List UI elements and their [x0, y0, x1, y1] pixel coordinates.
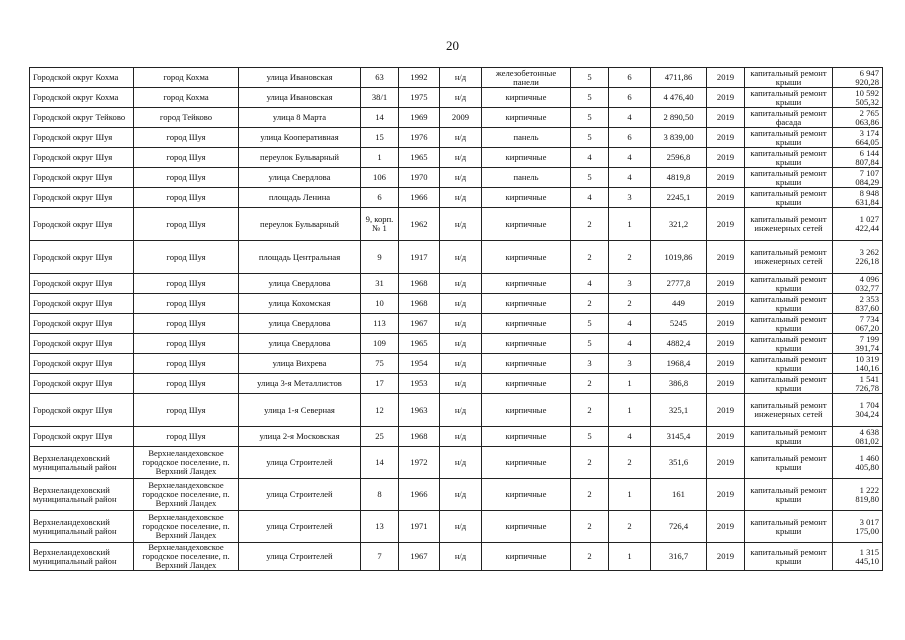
cell-district: Городской округ Шуя: [30, 148, 134, 168]
cell-district: Городской округ Кохма: [30, 88, 134, 108]
cell-cost: 4 638 081,02: [833, 427, 883, 447]
cell-district: Верхнеландеховский муниципальный район: [30, 479, 134, 511]
cell-entrances: 3: [609, 188, 651, 208]
cell-year-built: 1965: [399, 334, 440, 354]
cell-locality: город Шуя: [134, 148, 239, 168]
cell-area: 3 839,00: [651, 128, 707, 148]
cell-year-overhaul: н/д: [440, 334, 482, 354]
table-row: [30, 394, 883, 427]
cell-year-built: 1954: [399, 354, 440, 374]
cell-wall-material: кирпичные: [482, 314, 571, 334]
cell-street: улица Свердлова: [239, 314, 361, 334]
cell-floors: 2: [571, 294, 609, 314]
cell-work-type: капитальный ремонт крыши: [745, 354, 833, 374]
cell-floors: 5: [571, 334, 609, 354]
cell-wall-material: кирпичные: [482, 354, 571, 374]
cell-plan-year: 2019: [707, 88, 745, 108]
cell-cost: 4 096 032,77: [833, 274, 883, 294]
cell-wall-material: железобетонные панели: [482, 68, 571, 88]
cell-entrances: 3: [609, 354, 651, 374]
cell-area: 4819,8: [651, 168, 707, 188]
cell-work-type: капитальный ремонт фасада: [745, 108, 833, 128]
cell-cost: 1 027 422,44: [833, 208, 883, 241]
cell-entrances: 4: [609, 314, 651, 334]
cell-wall-material: кирпичные: [482, 88, 571, 108]
cell-entrances: 6: [609, 88, 651, 108]
cell-locality: город Шуя: [134, 334, 239, 354]
table-row: [30, 128, 883, 148]
cell-year-overhaul: н/д: [440, 241, 482, 274]
cell-street: улица Строителей: [239, 447, 361, 479]
cell-house-number: 14: [361, 447, 399, 479]
cell-wall-material: кирпичные: [482, 294, 571, 314]
cell-year-overhaul: н/д: [440, 68, 482, 88]
cell-cost: 1 315 445,10: [833, 543, 883, 571]
table-row: [30, 374, 883, 394]
table-row: [30, 479, 883, 511]
cell-district: Городской округ Кохма: [30, 68, 134, 88]
cell-year-built: 1968: [399, 274, 440, 294]
cell-year-built: 1968: [399, 427, 440, 447]
cell-year-built: 1953: [399, 374, 440, 394]
cell-wall-material: кирпичные: [482, 479, 571, 511]
cell-entrances: 1: [609, 208, 651, 241]
cell-work-type: капитальный ремонт крыши: [745, 479, 833, 511]
cell-year-overhaul: н/д: [440, 543, 482, 571]
cell-locality: город Шуя: [134, 274, 239, 294]
cell-entrances: 4: [609, 427, 651, 447]
cell-year-overhaul: н/д: [440, 511, 482, 543]
cell-year-built: 1969: [399, 108, 440, 128]
cell-entrances: 2: [609, 447, 651, 479]
cell-house-number: 75: [361, 354, 399, 374]
cell-floors: 5: [571, 314, 609, 334]
cell-work-type: капитальный ремонт крыши: [745, 374, 833, 394]
cell-locality: город Шуя: [134, 208, 239, 241]
cell-year-built: 1967: [399, 543, 440, 571]
cell-year-built: 1917: [399, 241, 440, 274]
cell-street: улица Ивановская: [239, 68, 361, 88]
cell-year-overhaul: н/д: [440, 354, 482, 374]
cell-area: 449: [651, 294, 707, 314]
cell-house-number: 113: [361, 314, 399, 334]
cell-plan-year: 2019: [707, 148, 745, 168]
cell-work-type: капитальный ремонт крыши: [745, 128, 833, 148]
cell-work-type: капитальный ремонт крыши: [745, 148, 833, 168]
cell-year-built: 1968: [399, 294, 440, 314]
cell-entrances: 1: [609, 374, 651, 394]
cell-wall-material: кирпичные: [482, 543, 571, 571]
cell-year-overhaul: н/д: [440, 168, 482, 188]
cell-work-type: капитальный ремонт крыши: [745, 168, 833, 188]
cell-area: 5245: [651, 314, 707, 334]
cell-house-number: 8: [361, 479, 399, 511]
cell-plan-year: 2019: [707, 168, 745, 188]
cell-wall-material: кирпичные: [482, 274, 571, 294]
cell-area: 4882,4: [651, 334, 707, 354]
cell-year-built: 1966: [399, 479, 440, 511]
table-row: [30, 511, 883, 543]
cell-area: 325,1: [651, 394, 707, 427]
cell-house-number: 9: [361, 241, 399, 274]
table-row: [30, 447, 883, 479]
cell-plan-year: 2019: [707, 188, 745, 208]
table-row: [30, 188, 883, 208]
table-row: [30, 148, 883, 168]
cell-district: Городской округ Шуя: [30, 188, 134, 208]
cell-plan-year: 2019: [707, 108, 745, 128]
cell-district: Городской округ Шуя: [30, 334, 134, 354]
page-number: 20: [446, 38, 459, 53]
cell-plan-year: 2019: [707, 354, 745, 374]
cell-year-overhaul: н/д: [440, 479, 482, 511]
cell-district: Верхнеландеховский муниципальный район: [30, 543, 134, 571]
table-row: [30, 108, 883, 128]
cell-entrances: 4: [609, 168, 651, 188]
cell-street: улица 2-я Московская: [239, 427, 361, 447]
cell-wall-material: панель: [482, 168, 571, 188]
cell-area: 2777,8: [651, 274, 707, 294]
cell-entrances: 1: [609, 394, 651, 427]
cell-district: Городской округ Шуя: [30, 354, 134, 374]
cell-cost: 10 319 140,16: [833, 354, 883, 374]
cell-floors: 2: [571, 241, 609, 274]
table-row: [30, 314, 883, 334]
table-row: [30, 208, 883, 241]
cell-year-overhaul: н/д: [440, 188, 482, 208]
cell-area: 3145,4: [651, 427, 707, 447]
cell-street: площадь Центральная: [239, 241, 361, 274]
cell-street: переулок Бульварный: [239, 148, 361, 168]
cell-entrances: 1: [609, 543, 651, 571]
cell-street: улица 8 Марта: [239, 108, 361, 128]
cell-entrances: 6: [609, 68, 651, 88]
cell-plan-year: 2019: [707, 294, 745, 314]
cell-floors: 2: [571, 479, 609, 511]
cell-year-overhaul: н/д: [440, 427, 482, 447]
cell-area: 4 476,40: [651, 88, 707, 108]
cell-locality: город Шуя: [134, 168, 239, 188]
cell-plan-year: 2019: [707, 334, 745, 354]
cell-year-built: 1963: [399, 394, 440, 427]
cell-floors: 2: [571, 511, 609, 543]
cell-wall-material: кирпичные: [482, 208, 571, 241]
cell-locality: Верхнеландеховское городское поселение, п. Верхний Ландех: [134, 447, 239, 479]
table-row: [30, 334, 883, 354]
cell-house-number: 14: [361, 108, 399, 128]
cell-plan-year: 2019: [707, 543, 745, 571]
cell-floors: 5: [571, 108, 609, 128]
cell-year-built: 1992: [399, 68, 440, 88]
cell-wall-material: кирпичные: [482, 241, 571, 274]
cell-area: 1968,4: [651, 354, 707, 374]
cell-cost: 7 107 084,29: [833, 168, 883, 188]
table-row: [30, 274, 883, 294]
cell-locality: город Шуя: [134, 128, 239, 148]
cell-cost: 8 948 631,84: [833, 188, 883, 208]
cell-wall-material: кирпичные: [482, 374, 571, 394]
cell-locality: город Шуя: [134, 241, 239, 274]
cell-cost: 6 947 920,28: [833, 68, 883, 88]
cell-house-number: 15: [361, 128, 399, 148]
cell-floors: 2: [571, 394, 609, 427]
cell-locality: город Шуя: [134, 354, 239, 374]
cell-house-number: 7: [361, 543, 399, 571]
cell-district: Городской округ Шуя: [30, 241, 134, 274]
cell-house-number: 109: [361, 334, 399, 354]
cell-plan-year: 2019: [707, 394, 745, 427]
cell-cost: 3 017 175,00: [833, 511, 883, 543]
cell-street: переулок Бульварный: [239, 208, 361, 241]
cell-year-built: 1962: [399, 208, 440, 241]
table-row: [30, 294, 883, 314]
cell-entrances: 4: [609, 108, 651, 128]
cell-work-type: капитальный ремонт крыши: [745, 274, 833, 294]
cell-floors: 4: [571, 274, 609, 294]
cell-entrances: 2: [609, 511, 651, 543]
cell-district: Городской округ Шуя: [30, 274, 134, 294]
cell-house-number: 63: [361, 68, 399, 88]
cell-area: 4711,86: [651, 68, 707, 88]
cell-floors: 2: [571, 447, 609, 479]
cell-floors: 3: [571, 354, 609, 374]
cell-wall-material: кирпичные: [482, 394, 571, 427]
cell-floors: 5: [571, 88, 609, 108]
table-row: [30, 543, 883, 571]
cell-floors: 5: [571, 168, 609, 188]
cell-year-built: 1967: [399, 314, 440, 334]
cell-cost: 1 460 405,80: [833, 447, 883, 479]
cell-district: Городской округ Шуя: [30, 128, 134, 148]
cell-work-type: капитальный ремонт крыши: [745, 511, 833, 543]
cell-year-overhaul: н/д: [440, 128, 482, 148]
cell-locality: город Шуя: [134, 188, 239, 208]
cell-wall-material: кирпичные: [482, 447, 571, 479]
cell-house-number: 1: [361, 148, 399, 168]
cell-street: улица Свердлова: [239, 274, 361, 294]
cell-locality: город Тейково: [134, 108, 239, 128]
cell-street: улица Ивановская: [239, 88, 361, 108]
cell-area: 351,6: [651, 447, 707, 479]
cell-floors: 2: [571, 374, 609, 394]
cell-work-type: капитальный ремонт крыши: [745, 314, 833, 334]
cell-district: Городской округ Шуя: [30, 314, 134, 334]
cell-street: улица 1-я Северная: [239, 394, 361, 427]
cell-cost: 7 199 391,74: [833, 334, 883, 354]
cell-entrances: 3: [609, 274, 651, 294]
cell-plan-year: 2019: [707, 511, 745, 543]
cell-work-type: капитальный ремонт инженерных сетей: [745, 241, 833, 274]
cell-locality: Верхнеландеховское городское поселение, п. Верхний Ландех: [134, 479, 239, 511]
cell-year-built: 1975: [399, 88, 440, 108]
cell-locality: город Шуя: [134, 374, 239, 394]
cell-year-overhaul: н/д: [440, 88, 482, 108]
cell-house-number: 106: [361, 168, 399, 188]
cell-cost: 10 592 505,32: [833, 88, 883, 108]
cell-year-built: 1976: [399, 128, 440, 148]
cell-work-type: капитальный ремонт крыши: [745, 88, 833, 108]
cell-district: Верхнеландеховский муниципальный район: [30, 511, 134, 543]
cell-street: улица Кооперативная: [239, 128, 361, 148]
cell-cost: 1 704 304,24: [833, 394, 883, 427]
cell-year-overhaul: н/д: [440, 314, 482, 334]
cell-work-type: капитальный ремонт крыши: [745, 68, 833, 88]
cell-street: улица Вихрева: [239, 354, 361, 374]
cell-work-type: капитальный ремонт инженерных сетей: [745, 394, 833, 427]
cell-cost: 1 222 819,80: [833, 479, 883, 511]
cell-area: 2 890,50: [651, 108, 707, 128]
cell-plan-year: 2019: [707, 274, 745, 294]
cell-plan-year: 2019: [707, 68, 745, 88]
cell-year-overhaul: н/д: [440, 208, 482, 241]
cell-street: улица 3-я Металлистов: [239, 374, 361, 394]
cell-floors: 4: [571, 188, 609, 208]
cell-district: Городской округ Шуя: [30, 394, 134, 427]
cell-street: улица Строителей: [239, 479, 361, 511]
cell-cost: 1 541 726,78: [833, 374, 883, 394]
table-row: [30, 88, 883, 108]
cell-locality: Верхнеландеховское городское поселение, п. Верхний Ландех: [134, 511, 239, 543]
cell-area: 726,4: [651, 511, 707, 543]
cell-plan-year: 2019: [707, 314, 745, 334]
cell-locality: город Шуя: [134, 394, 239, 427]
cell-wall-material: кирпичные: [482, 427, 571, 447]
cell-work-type: капитальный ремонт крыши: [745, 543, 833, 571]
cell-house-number: 31: [361, 274, 399, 294]
cell-street: улица Свердлова: [239, 334, 361, 354]
cell-entrances: 6: [609, 128, 651, 148]
cell-floors: 2: [571, 208, 609, 241]
cell-cost: 2 353 837,60: [833, 294, 883, 314]
cell-year-overhaul: н/д: [440, 148, 482, 168]
cell-entrances: 4: [609, 148, 651, 168]
cell-district: Городской округ Шуя: [30, 374, 134, 394]
cell-floors: 2: [571, 543, 609, 571]
cell-year-overhaul: н/д: [440, 294, 482, 314]
housing-registry-table: [29, 67, 883, 571]
cell-year-overhaul: н/д: [440, 447, 482, 479]
cell-entrances: 4: [609, 334, 651, 354]
cell-district: Городской округ Тейково: [30, 108, 134, 128]
cell-floors: 5: [571, 128, 609, 148]
cell-area: 2596,8: [651, 148, 707, 168]
cell-floors: 4: [571, 148, 609, 168]
cell-year-overhaul: н/д: [440, 394, 482, 427]
cell-locality: город Шуя: [134, 294, 239, 314]
cell-house-number: 12: [361, 394, 399, 427]
cell-floors: 5: [571, 68, 609, 88]
cell-plan-year: 2019: [707, 479, 745, 511]
cell-locality: город Шуя: [134, 427, 239, 447]
cell-year-built: 1972: [399, 447, 440, 479]
cell-street: улица Строителей: [239, 511, 361, 543]
cell-street: улица Кохомская: [239, 294, 361, 314]
cell-street: площадь Ленина: [239, 188, 361, 208]
cell-year-overhaul: 2009: [440, 108, 482, 128]
cell-wall-material: панель: [482, 128, 571, 148]
cell-plan-year: 2019: [707, 427, 745, 447]
cell-cost: 2 765 063,86: [833, 108, 883, 128]
cell-district: Городской округ Шуя: [30, 427, 134, 447]
cell-wall-material: кирпичные: [482, 148, 571, 168]
cell-plan-year: 2019: [707, 208, 745, 241]
cell-street: улица Свердлова: [239, 168, 361, 188]
cell-year-built: 1970: [399, 168, 440, 188]
cell-house-number: 9, корп. № 1: [361, 208, 399, 241]
cell-cost: 3 262 226,18: [833, 241, 883, 274]
table-row: [30, 168, 883, 188]
cell-plan-year: 2019: [707, 241, 745, 274]
cell-wall-material: кирпичные: [482, 511, 571, 543]
cell-year-built: 1971: [399, 511, 440, 543]
cell-district: Городской округ Шуя: [30, 168, 134, 188]
cell-area: 316,7: [651, 543, 707, 571]
cell-house-number: 6: [361, 188, 399, 208]
cell-street: улица Строителей: [239, 543, 361, 571]
cell-work-type: капитальный ремонт инженерных сетей: [745, 208, 833, 241]
table-row: [30, 427, 883, 447]
cell-wall-material: кирпичные: [482, 108, 571, 128]
cell-locality: город Шуя: [134, 314, 239, 334]
cell-entrances: 2: [609, 241, 651, 274]
cell-year-built: 1966: [399, 188, 440, 208]
cell-year-built: 1965: [399, 148, 440, 168]
cell-entrances: 2: [609, 294, 651, 314]
cell-district: Городской округ Шуя: [30, 294, 134, 314]
cell-wall-material: кирпичные: [482, 334, 571, 354]
cell-cost: 6 144 807,84: [833, 148, 883, 168]
cell-area: 2245,1: [651, 188, 707, 208]
cell-locality: город Кохма: [134, 68, 239, 88]
table-row: [30, 241, 883, 274]
cell-entrances: 1: [609, 479, 651, 511]
cell-house-number: 38/1: [361, 88, 399, 108]
cell-house-number: 17: [361, 374, 399, 394]
cell-area: 1019,86: [651, 241, 707, 274]
cell-house-number: 13: [361, 511, 399, 543]
cell-locality: город Кохма: [134, 88, 239, 108]
cell-work-type: капитальный ремонт крыши: [745, 427, 833, 447]
cell-house-number: 25: [361, 427, 399, 447]
cell-work-type: капитальный ремонт крыши: [745, 188, 833, 208]
cell-cost: 3 174 664,05: [833, 128, 883, 148]
cell-year-overhaul: н/д: [440, 274, 482, 294]
cell-area: 321,2: [651, 208, 707, 241]
cell-locality: Верхнеландеховское городское поселение, п. Верхний Ландех: [134, 543, 239, 571]
cell-house-number: 10: [361, 294, 399, 314]
cell-district: Верхнеландеховский муниципальный район: [30, 447, 134, 479]
cell-year-overhaul: н/д: [440, 374, 482, 394]
table-row: [30, 68, 883, 88]
cell-area: 161: [651, 479, 707, 511]
cell-plan-year: 2019: [707, 128, 745, 148]
cell-work-type: капитальный ремонт крыши: [745, 334, 833, 354]
cell-work-type: капитальный ремонт крыши: [745, 294, 833, 314]
cell-cost: 7 734 067,20: [833, 314, 883, 334]
cell-plan-year: 2019: [707, 447, 745, 479]
table-row: [30, 354, 883, 374]
cell-work-type: капитальный ремонт крыши: [745, 447, 833, 479]
cell-plan-year: 2019: [707, 374, 745, 394]
cell-area: 386,8: [651, 374, 707, 394]
cell-wall-material: кирпичные: [482, 188, 571, 208]
cell-floors: 5: [571, 427, 609, 447]
cell-district: Городской округ Шуя: [30, 208, 134, 241]
